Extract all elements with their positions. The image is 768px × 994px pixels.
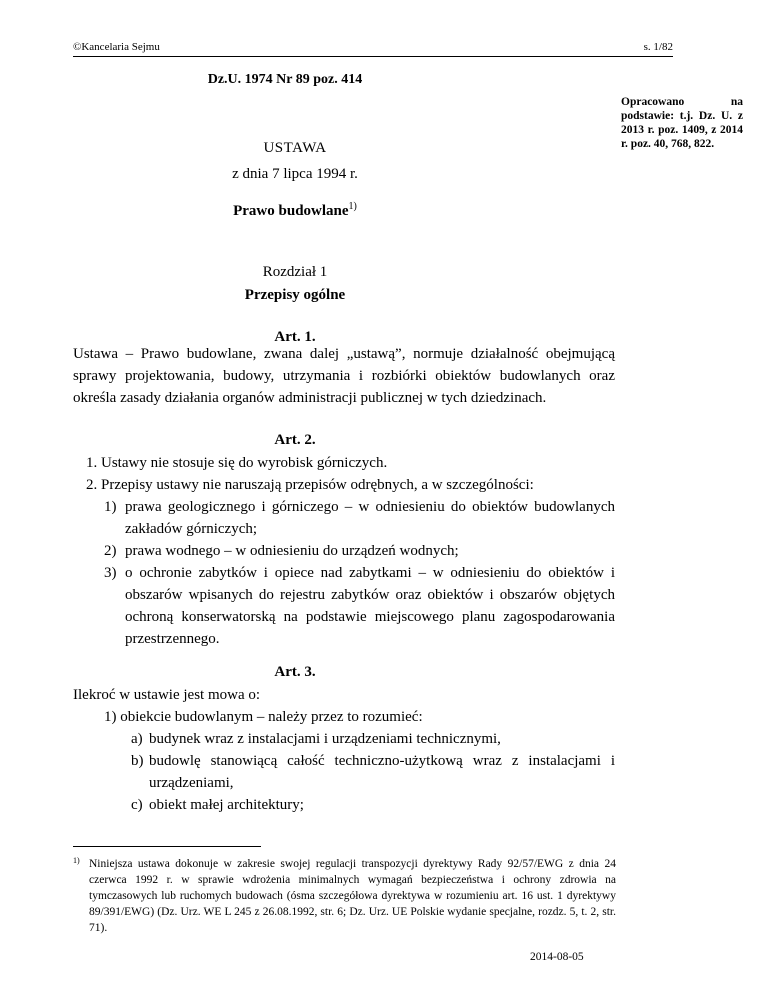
act-title <box>150 201 440 220</box>
art2-paragraph-1: 1. Ustawy nie stosuje się do wyrobisk górniczych. <box>86 455 388 471</box>
footnote-text: Niniejsza ustawa dokonuje w zakresie swojej regulacji transpozycji dyrektywy Rady 92/57/EWG z dnia 24 czerwca 1992 r. w sprawie wdrożenia minimalnych wymagań bezpieczeństwa i ochrony zdrowia na tymczasowych lub ruchomych budowach (ósma szczegółowa dyrektywa w rozumieniu art. 16 ust. 1 dyrektywy 89/391/EWG) (Dz. Urz. WE L 245 z 26.08.1992, str. 6; Dz. Urz. UE Polskie wydanie specjalne, rozdz. 5, t. 2, str. 71). <box>89 858 616 934</box>
item-number: a) <box>131 731 143 747</box>
footer-date: 2014-08-05 <box>530 951 584 963</box>
art3-subitem-a <box>131 728 615 750</box>
art1-text: Ustawa – Prawo budowlane, zwana dalej „ustawą”, normuje działalność obejmującą sprawy projektowania, budowy, utrzymania i rozbiórki obiektów budowlanych oraz określa zasady działania organów administracji publicznej w tych dziedzinach. <box>73 346 615 406</box>
art3-intro: Ilekroć w ustawie jest mowa o: <box>73 687 261 703</box>
act-type: USTAWA <box>263 140 327 156</box>
item-number: b) <box>131 753 144 769</box>
art2-paragraph-2: 2. Przepisy ustawy nie naruszają przepisów odrębnych, a w szczególności: <box>86 477 534 493</box>
art2-heading: Art. 2. <box>274 432 316 448</box>
header-publisher: ©Kancelaria Sejmu <box>73 41 160 53</box>
chapter-number: Rozdział 1 <box>262 264 328 280</box>
art2-item-3 <box>104 562 615 650</box>
chapter-name: Przepisy ogólne <box>244 287 346 303</box>
art2-item-1 <box>104 496 615 540</box>
item-text: budowlę stanowiącą całość techniczno-użytkową wraz z instalacjami i urządzeniami, <box>149 753 615 791</box>
item-text: obiekt małej architektury; <box>149 797 304 813</box>
art1-heading: Art. 1. <box>274 329 316 345</box>
page-number: s. 1/82 <box>643 41 673 53</box>
art3-subitem-b <box>131 750 615 794</box>
art3-item-1: 1) obiekcie budowlanym – należy przez to rozumieć: <box>104 709 423 725</box>
header-divider <box>73 56 673 57</box>
footnote-mark: 1) <box>73 856 80 865</box>
item-number: 2) <box>104 543 117 559</box>
item-text: prawa geologicznego i górniczego – w odniesieniu do obiektów budowlanych zakładów górniczych; <box>125 499 615 537</box>
item-text: o ochronie zabytków i opiece nad zabytkami – w odniesieniu do obiektów i obszarów wpisanych do rejestru zabytków oraz obiektów i obszarów objętych ochroną konserwatorską na podstawie miejscowego planu zagospodarowania przestrzennego. <box>125 565 615 647</box>
source-note: Opracowano na podstawie: t.j. Dz. U. z 2013 r. poz. 1409, z 2014 r. poz. 40, 768, 822. <box>621 96 743 151</box>
footnote-reference: 1) <box>348 201 357 212</box>
art3-subitem-c <box>131 794 615 816</box>
item-text: budynek wraz z instalacjami i urządzeniami technicznymi, <box>149 731 501 747</box>
footnote <box>73 856 616 936</box>
art2-item-2 <box>104 540 615 562</box>
act-date: z dnia 7 lipca 1994 r. <box>232 166 358 182</box>
item-number: 1) <box>104 499 117 515</box>
act-title-text: Prawo budowlane <box>233 203 349 219</box>
art3-heading: Art. 3. <box>274 664 316 680</box>
item-text: prawa wodnego – w odniesieniu do urządzeń wodnych; <box>125 543 459 559</box>
item-number: 3) <box>104 565 117 581</box>
footnote-divider <box>73 846 261 847</box>
document-reference: Dz.U. 1974 Nr 89 poz. 414 <box>207 72 363 87</box>
item-number: c) <box>131 797 143 813</box>
